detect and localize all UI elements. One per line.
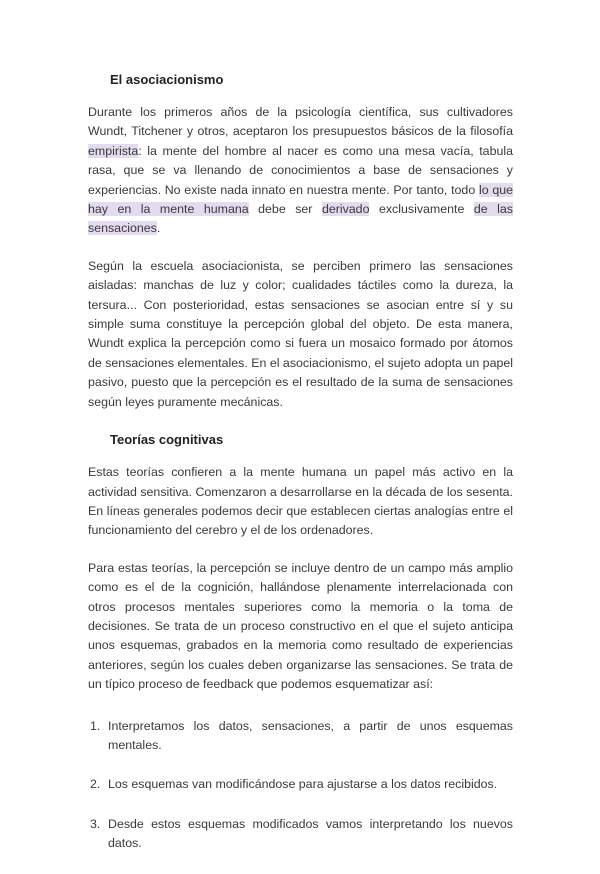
highlight: empirista <box>88 143 139 158</box>
paragraph-asociacionismo-1 <box>88 103 513 239</box>
heading-asociacionismo: El asociacionismo <box>110 72 224 87</box>
list-text: Desde estos esquemas modificados vamos interpretando los nuevos datos. <box>108 816 513 851</box>
document-page <box>88 70 513 874</box>
paragraph-asociacionismo-2: Según la escuela asociacionista, se perciben primero las sensaciones aisladas: manchas de luz y color; cualidades táctiles como la dureza, la tersura... Con posterioridad, estas sensaciones se asocian entre sí y su simple suma constituye la percepción global del objeto. De esta manera, Wundt explica la percepción como si fuera un mosaico formado por átomos de sensaciones elementales. En el asociacionismo, el sujeto adopta un papel pasivo, puesto que la percepción es el resultado de la suma de sensaciones según leyes puramente mecánicas. <box>88 258 513 409</box>
list-text: Los esquemas van modificándose para ajustarse a los datos recibidos. <box>108 777 498 792</box>
highlight: derivado <box>321 202 370 217</box>
text: Durante los primeros años de la psicología científica, sus cultivadores Wundt, Titchener y otros, aceptaron los presupuestos básicos de la filosofía <box>88 105 513 139</box>
text: : la mente del hombre al nacer es como una mesa vacía, tabula rasa, que se va llenando de conocimientos a base de sensaciones y experiencias. No existe nada innato en nuestra mente. Por tanto, todo <box>88 143 513 197</box>
highlight: de las sensaciones <box>88 202 513 236</box>
heading-teorias-cognitivas: Teorías cognitivas <box>110 432 224 448</box>
list-text: Interpretamos los datos, sensaciones, a partir de unos esquemas mentales. <box>108 718 513 752</box>
highlight: lo que hay en la mente humana <box>88 182 513 217</box>
list-item <box>88 775 513 794</box>
text: debe ser <box>248 202 322 217</box>
text: exclusivamente <box>369 202 474 217</box>
list-number: 2. <box>90 777 101 792</box>
list-number: 1. <box>90 718 101 733</box>
list-number: 3. <box>90 816 101 831</box>
paragraph-cognitivas-1: Estas teorías confieren a la mente humana un papel más activo en la actividad sensitiva. Comenzaron a desarrollarse en la década de los sesenta. En líneas generales podemos decir que establecen ciertas analogías entre el funcionamiento del cerebro y el de los ordenadores. <box>88 465 513 538</box>
feedback-list <box>88 717 513 854</box>
paragraph-cognitivas-2: Para estas teorías, la percepción se incluye dentro de un campo más amplio como es el de la cognición, hallándose plenamente interrelacionada con otros procesos mentales superiores como la memoria o la toma de decisiones. Se trata de un proceso constructivo en el que el sujeto anticipa unos esquemas, grabados en la memoria como resultado de experiencias anteriores, según los cuales deben organizarse las sensaciones. Se trata de un típico proceso de feedback que podemos esquematizar así: <box>88 560 513 692</box>
text: . <box>156 221 161 236</box>
list-item <box>88 717 513 756</box>
